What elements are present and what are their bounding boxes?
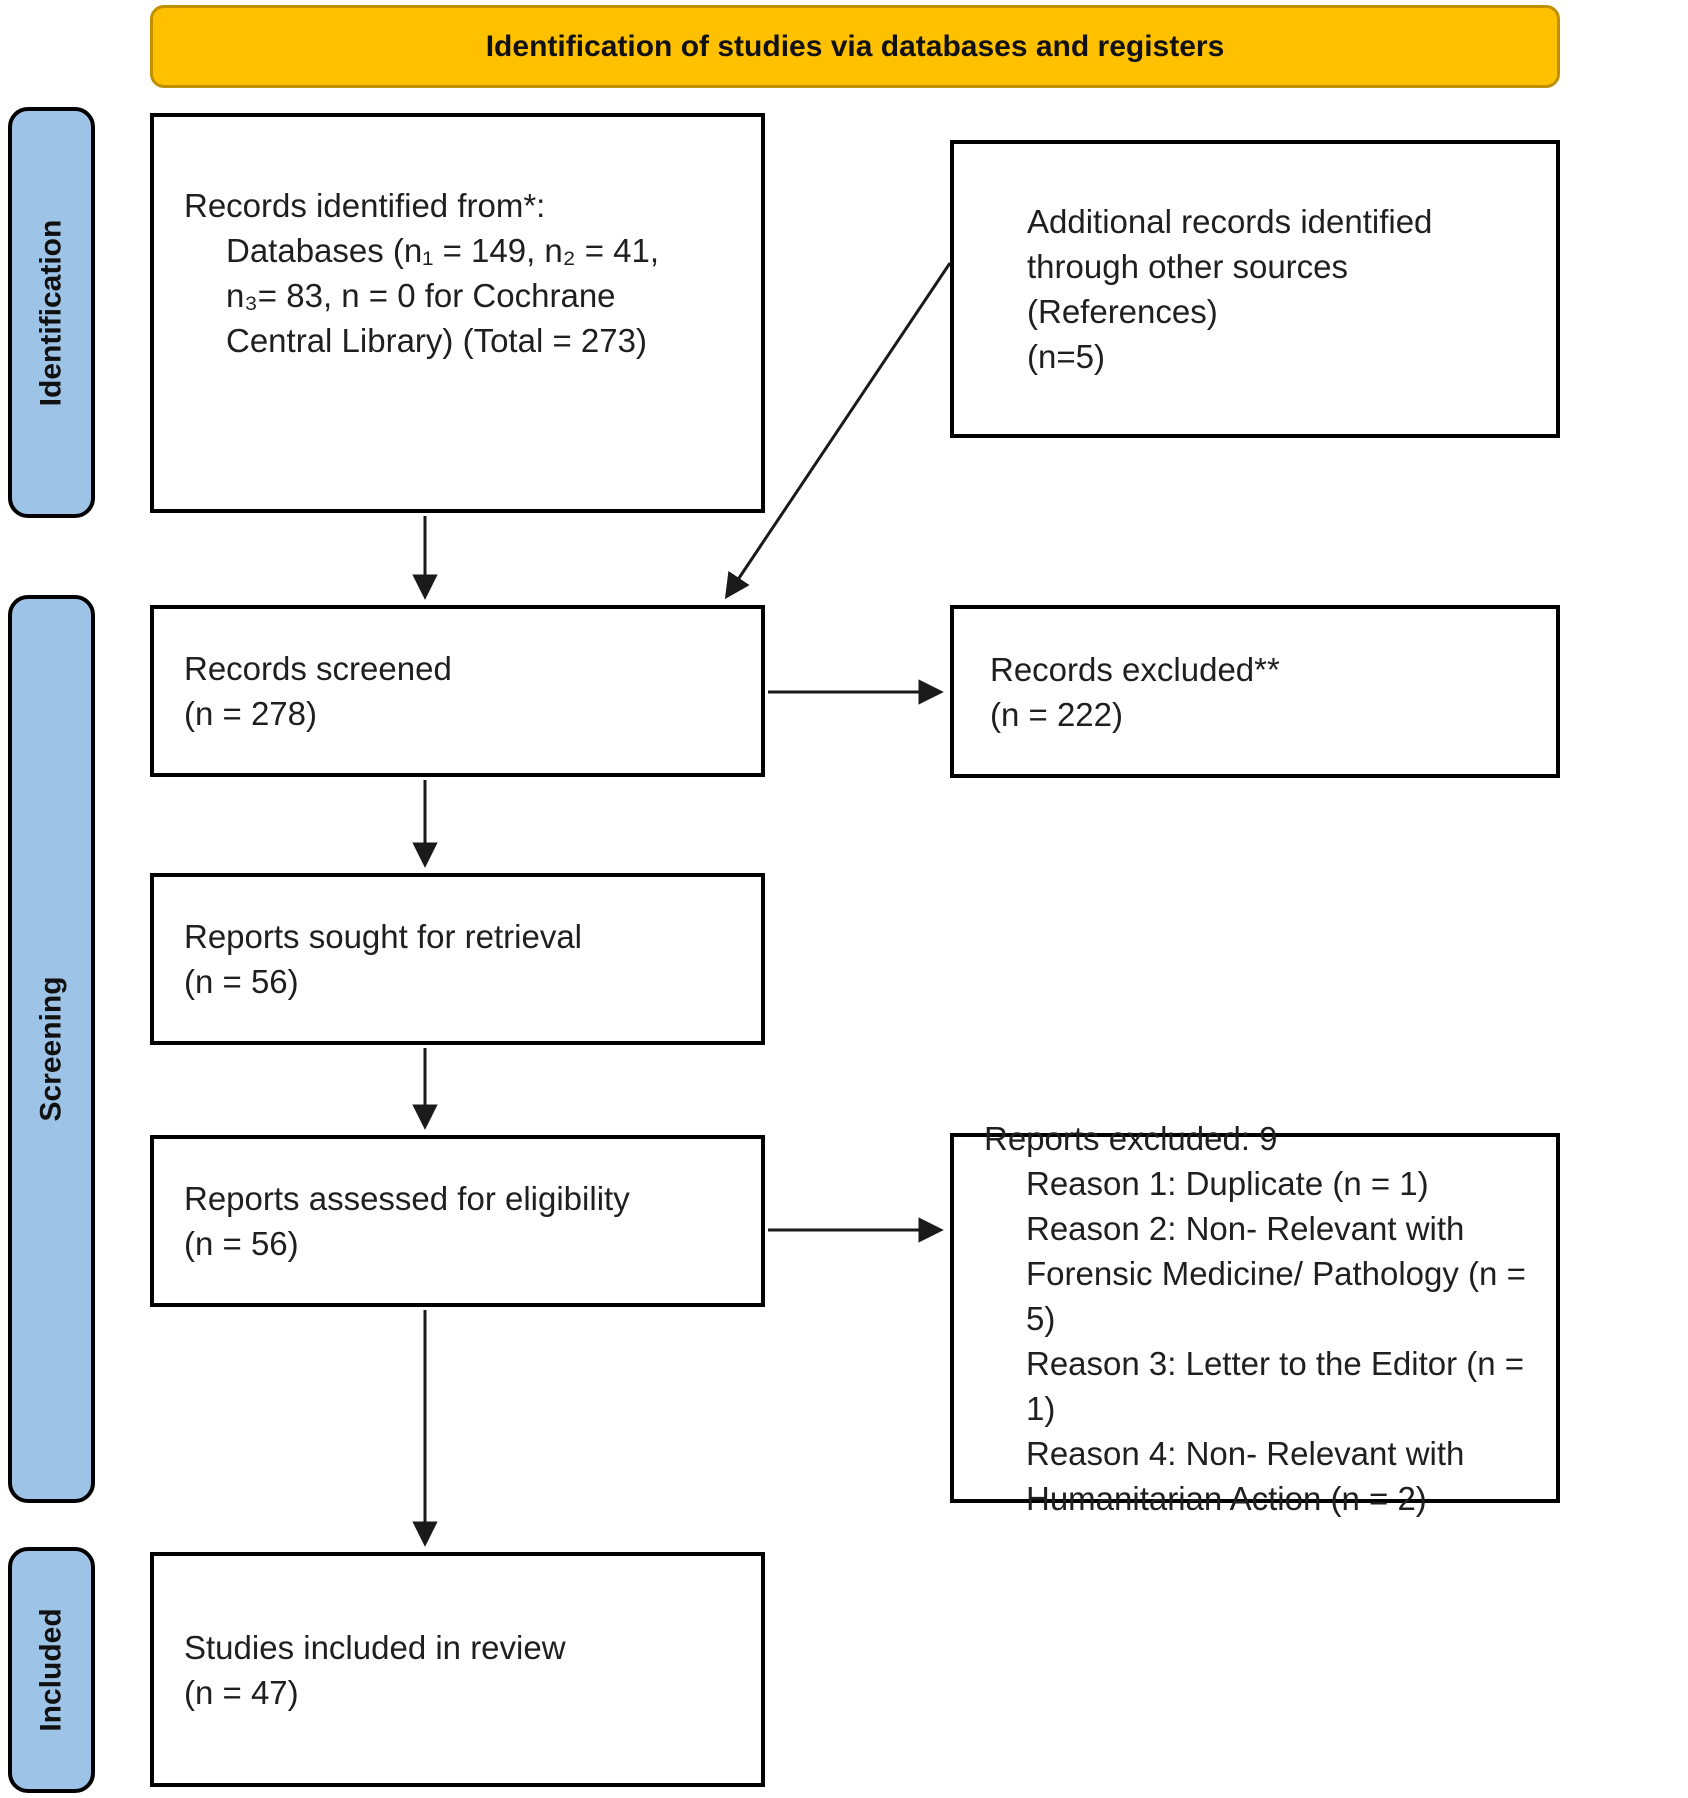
reports-excluded-line: Reason 4: Non- Relevant with: [1026, 1434, 1465, 1472]
stage-label-identification: Identification: [34, 219, 68, 406]
studies-included-count: (n = 47): [184, 1673, 299, 1711]
reports-excluded-line: Reports excluded: 9: [984, 1119, 1278, 1157]
additional-records-line: (n=5): [1027, 338, 1105, 375]
studies-included-label: Studies included in review: [184, 1628, 566, 1666]
sidebar-stage-screening: [8, 595, 95, 1503]
sidebar-stage-identification: [8, 107, 95, 518]
stage-label-included: Included: [34, 1608, 68, 1732]
reports-excluded-line: Reason 3: Letter to the Editor (n = 1): [1026, 1344, 1525, 1427]
additional-records-line: through other sources: [1027, 248, 1349, 285]
records-screened-label: Records screened: [184, 650, 452, 687]
box-reports-excluded: [950, 1119, 1560, 1517]
box-records-screened: [150, 605, 765, 777]
additional-records-line: (References): [1027, 293, 1218, 330]
reports-excluded-line: Forensic Medicine/ Pathology (n = 5): [1026, 1254, 1526, 1337]
stage-label-screening: Screening: [34, 976, 68, 1122]
banner-identification-of-studies: [150, 5, 1560, 88]
records-screened-count: (n = 278): [184, 695, 317, 732]
box-records-excluded: [950, 605, 1560, 778]
reports-sought-count: (n = 56): [184, 963, 299, 1000]
box-records-identified: [150, 113, 765, 513]
sidebar-stage-included: [8, 1547, 95, 1793]
records-identified-line: Databases (n₁ = 149, n₂ = 41,: [226, 232, 660, 269]
reports-excluded-line: Reason 1: Duplicate (n = 1): [1026, 1164, 1429, 1202]
box-reports-assessed: [150, 1135, 765, 1307]
records-identified-line: n₃= 83, n = 0 for Cochrane: [226, 277, 616, 314]
box-reports-sought: [150, 873, 765, 1045]
records-identified-line: Records identified from*:: [184, 187, 546, 224]
reports-excluded-line: Humanitarian Action (n = 2): [1026, 1479, 1427, 1517]
box-studies-included: [150, 1552, 765, 1787]
reports-assessed-label: Reports assessed for eligibility: [184, 1180, 630, 1217]
records-identified-line: Central Library) (Total = 273): [226, 322, 647, 359]
reports-excluded-line: Reason 2: Non- Relevant with: [1026, 1209, 1465, 1247]
records-excluded-label: Records excluded**: [990, 650, 1280, 688]
records-excluded-count: (n = 222): [990, 695, 1123, 733]
reports-sought-label: Reports sought for retrieval: [184, 918, 583, 955]
banner-title: Identification of studies via databases and registers: [485, 29, 1225, 63]
reports-assessed-count: (n = 56): [184, 1225, 299, 1262]
box-additional-records: [950, 140, 1560, 438]
additional-records-line: Additional records identified: [1027, 203, 1433, 240]
